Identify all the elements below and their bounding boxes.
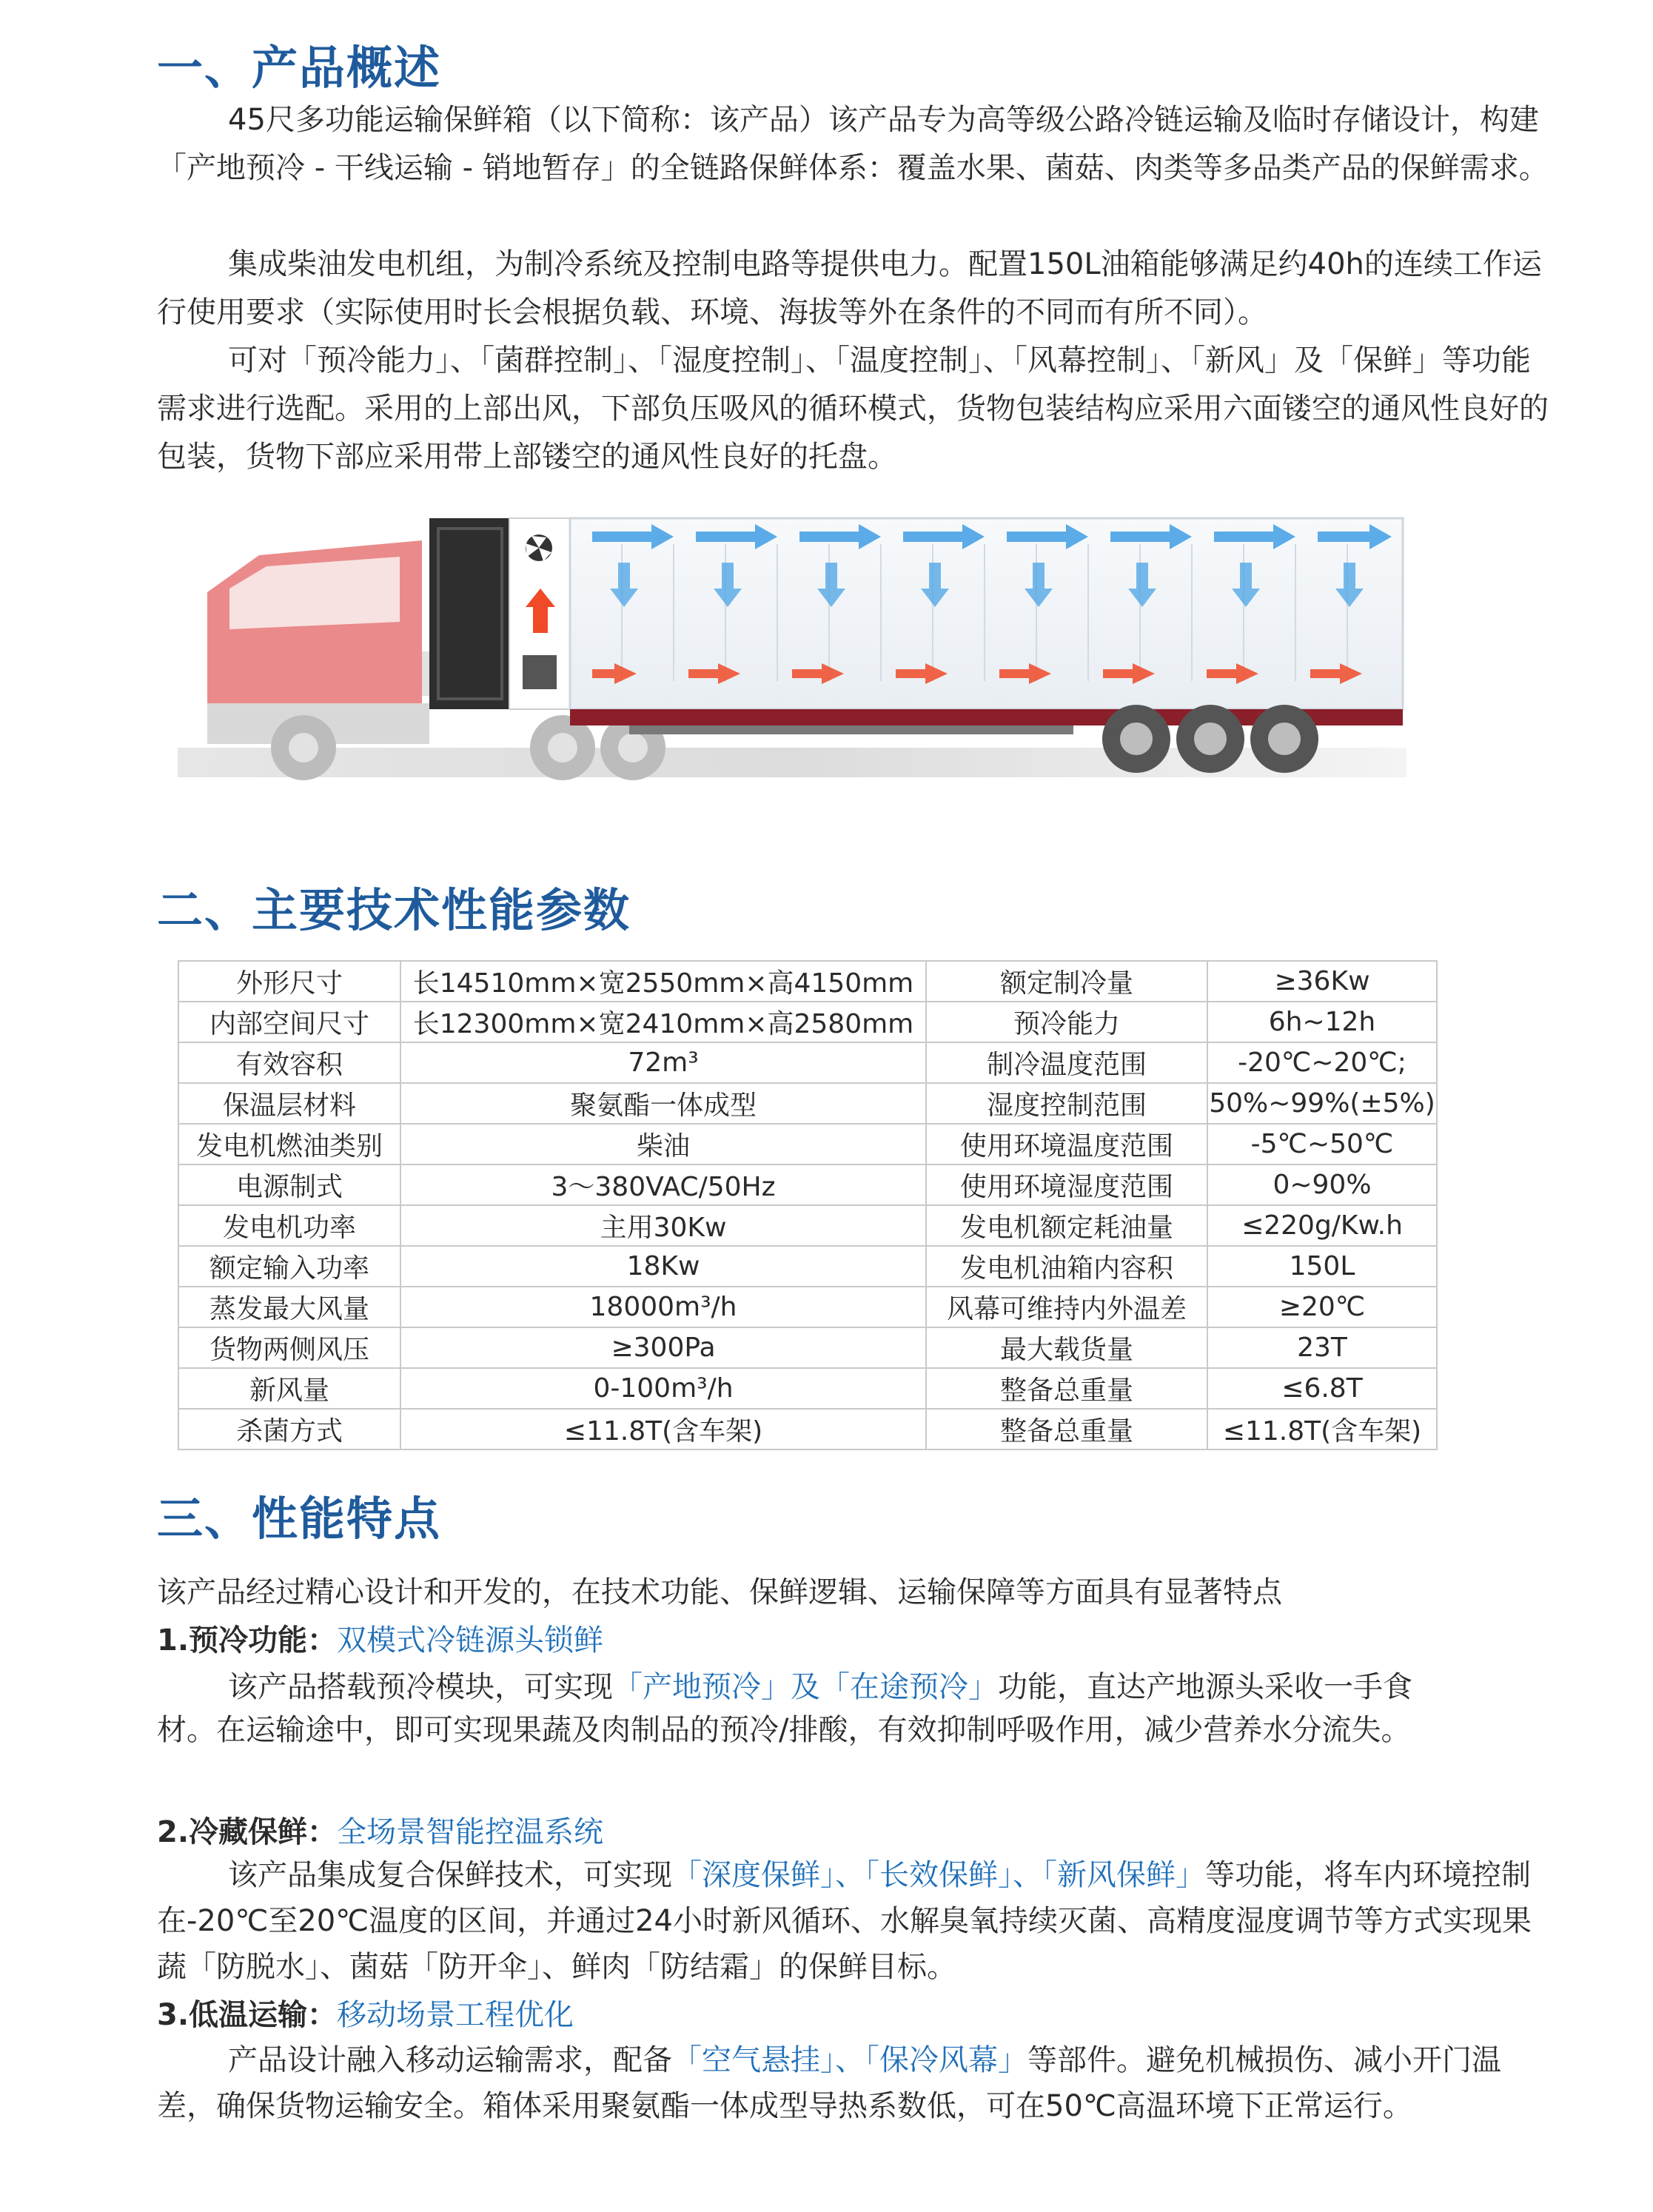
spec-value-cell: ≥36Kw [1207, 961, 1437, 1002]
spec-table-body [178, 961, 1437, 1449]
section-title-overview: 一、产品概述 [157, 41, 442, 95]
feature-3-body: 产品设计融入移动运输需求，配备「空气悬挂」、「保冷风幕」等部件。避免机械损伤、减小开门温差，确保货物运输安全。箱体采用聚氨酯一体成型导热系数低，可在50℃高温环境下正常运行。 [157, 2043, 1501, 2123]
spec-label-cell: 使用环境温度范围 [926, 1124, 1207, 1164]
spec-value-cell: 柴油 [400, 1124, 926, 1164]
spec-label-cell: 保温层材料 [178, 1083, 400, 1124]
spec-value-cell: 3～380VAC/50Hz [400, 1164, 926, 1205]
spec-value-cell: ≤220g/Kw.h [1207, 1205, 1437, 1246]
table-row [178, 1205, 1437, 1246]
feature-2-label: 2.冷藏保鲜： [157, 1815, 338, 1849]
truck-airflow-illustration [178, 503, 1406, 792]
table-row [178, 1327, 1437, 1368]
spec-value-cell: ≤11.8T(含车架) [1207, 1409, 1437, 1449]
table-row [178, 1246, 1437, 1287]
feature-1-label: 1.预冷功能： [157, 1623, 338, 1658]
table-row [178, 1287, 1437, 1327]
feature-2-heading [157, 1812, 603, 1853]
table-row [178, 1042, 1437, 1083]
cargo-box [570, 518, 1403, 709]
fan-icon [526, 534, 552, 561]
table-row [178, 1124, 1437, 1164]
spec-table [178, 960, 1438, 1450]
table-row [178, 1409, 1437, 1449]
spec-value-cell: -5℃~50℃ [1207, 1124, 1437, 1164]
section-title-features: 三、性能特点 [157, 1492, 442, 1546]
features-intro: 该产品经过精心设计和开发的，在技术功能、保鲜逻辑、运输保障等方面具有显著特点 [157, 1575, 1282, 1609]
trailer-wheels [1102, 705, 1318, 773]
spec-value-cell: 0~90% [1207, 1164, 1437, 1205]
spec-label-cell: 预冷能力 [926, 1002, 1207, 1042]
table-row [178, 1368, 1437, 1409]
spec-value-cell: ≤6.8T [1207, 1368, 1437, 1409]
spec-value-cell: -20℃~20℃; [1207, 1042, 1437, 1083]
spec-label-cell: 额定输入功率 [178, 1246, 400, 1287]
overview-paragraph-2: 集成柴油发电机组，为制冷系统及控制电路等提供电力。配置150L油箱能够满足约40h的连续工作运行使用要求（实际使用时长会根据负载、环境、海拔等外在条件的不同而有所不同）。 [157, 247, 1542, 329]
spec-value-cell: 长14510mm×宽2550mm×高4150mm [400, 961, 926, 1002]
spec-label-cell: 湿度控制范围 [926, 1083, 1207, 1124]
spec-label-cell: 杀菌方式 [178, 1409, 400, 1449]
spec-label-cell: 使用环境湿度范围 [926, 1164, 1207, 1205]
spec-value-cell: 长12300mm×宽2410mm×高2580mm [400, 1002, 926, 1042]
overview-paragraph-1: 45尺多功能运输保鲜箱（以下简称：该产品）该产品专为高等级公路冷链运输及临时存储设计，构建「产地预冷 - 干线运输 - 销地暂存」的全链路保鲜体系：覆盖水果、菌菇、肉类等多品类产品的保鲜需求。 [157, 103, 1549, 185]
spec-value-cell: ≤11.8T(含车架) [400, 1409, 926, 1449]
feature-1-highlight: 「产地预冷」及「在途预冷」 [613, 1670, 998, 1704]
spec-label-cell: 外形尺寸 [178, 961, 400, 1002]
spec-value-cell: 主用30Kw [400, 1205, 926, 1246]
spec-value-cell: ≥20℃ [1207, 1287, 1437, 1327]
spec-label-cell: 蒸发最大风量 [178, 1287, 400, 1327]
feature-3-label: 3.低温运输： [157, 1998, 338, 2032]
spec-label-cell: 整备总重量 [926, 1368, 1207, 1409]
feature-1-heading [157, 1620, 603, 1661]
spec-label-cell: 发电机功率 [178, 1205, 400, 1246]
feature-3-subtitle: 移动场景工程优化 [337, 1998, 574, 2032]
spec-label-cell: 发电机油箱内容积 [926, 1246, 1207, 1287]
feature-2-highlight: 「深度保鲜」、「长效保鲜」、「新风保鲜」 [672, 1858, 1205, 1892]
compressor-block [523, 655, 557, 689]
spec-label-cell: 发电机额定耗油量 [926, 1205, 1207, 1246]
spec-label-cell: 有效容积 [178, 1042, 400, 1083]
spec-value-cell: 23T [1207, 1327, 1437, 1368]
table-row [178, 1002, 1437, 1042]
spec-label-cell: 最大载货量 [926, 1327, 1207, 1368]
spec-value-cell: 6h~12h [1207, 1002, 1437, 1042]
spec-value-cell: 18Kw [400, 1246, 926, 1287]
feature-3-highlight: 「空气悬挂」、「保冷风幕」 [672, 2043, 1027, 2077]
feature-3-heading [157, 1994, 574, 2036]
spec-label-cell: 发电机燃油类别 [178, 1124, 400, 1164]
spec-value-cell: 72m³ [400, 1042, 926, 1083]
truck-airflow-svg [178, 503, 1406, 792]
feature-1-body: 该产品搭载预冷模块，可实现「产地预冷」及「在途预冷」功能，直达产地源头采收一手食材。在运输途中，即可实现果蔬及肉制品的预冷/排酸，有效抑制呼吸作用，减少营养水分流失。 [157, 1670, 1412, 1747]
generator-unit [429, 518, 511, 709]
spec-label-cell: 整备总重量 [926, 1409, 1207, 1449]
table-row [178, 1083, 1437, 1124]
feature-1-subtitle: 双模式冷链源头锁鲜 [337, 1623, 604, 1658]
overview-paragraph-3: 可对「预冷能力」、「菌群控制」、「湿度控制」、「温度控制」、「风幕控制」、「新风」及「保鲜」等功能需求进行选配。采用的上部出风，下部负压吸风的循环模式，货物包装结构应采用六面镂空的通风性良好的包装，货物下部应采用带上部镂空的通风性良好的托盘。 [157, 343, 1549, 474]
spec-value-cell: 50%~99%(±5%) [1207, 1083, 1437, 1124]
feature-2-body: 该产品集成复合保鲜技术，可实现「深度保鲜」、「长效保鲜」、「新风保鲜」等功能，将车内环境控制在-20℃至20℃温度的区间，并通过24小时新风循环、水解臭氧持续灭菌、高精度湿度调节等方式实现果蔬「防脱水」、菌菇「防开伞」、鲜肉「防结霜」的保鲜目标。 [157, 1858, 1532, 1984]
spec-label-cell: 电源制式 [178, 1164, 400, 1205]
feature-2-subtitle: 全场景智能控温系统 [337, 1815, 604, 1849]
spec-label-cell: 内部空间尺寸 [178, 1002, 400, 1042]
spec-label-cell: 制冷温度范围 [926, 1042, 1207, 1083]
spec-value-cell: 0-100m³/h [400, 1368, 926, 1409]
spec-value-cell: 18000m³/h [400, 1287, 926, 1327]
spec-label-cell: 风幕可维持内外温差 [926, 1287, 1207, 1327]
spec-label-cell: 新风量 [178, 1368, 400, 1409]
table-row [178, 961, 1437, 1002]
spec-value-cell: ≥300Pa [400, 1327, 926, 1368]
spec-value-cell: 聚氨酯一体成型 [400, 1083, 926, 1124]
spec-value-cell: 150L [1207, 1246, 1437, 1287]
table-row [178, 1164, 1437, 1205]
spec-label-cell: 额定制冷量 [926, 961, 1207, 1002]
spec-label-cell: 货物两侧风压 [178, 1327, 400, 1368]
section-title-specs: 二、主要技术性能参数 [157, 883, 631, 937]
